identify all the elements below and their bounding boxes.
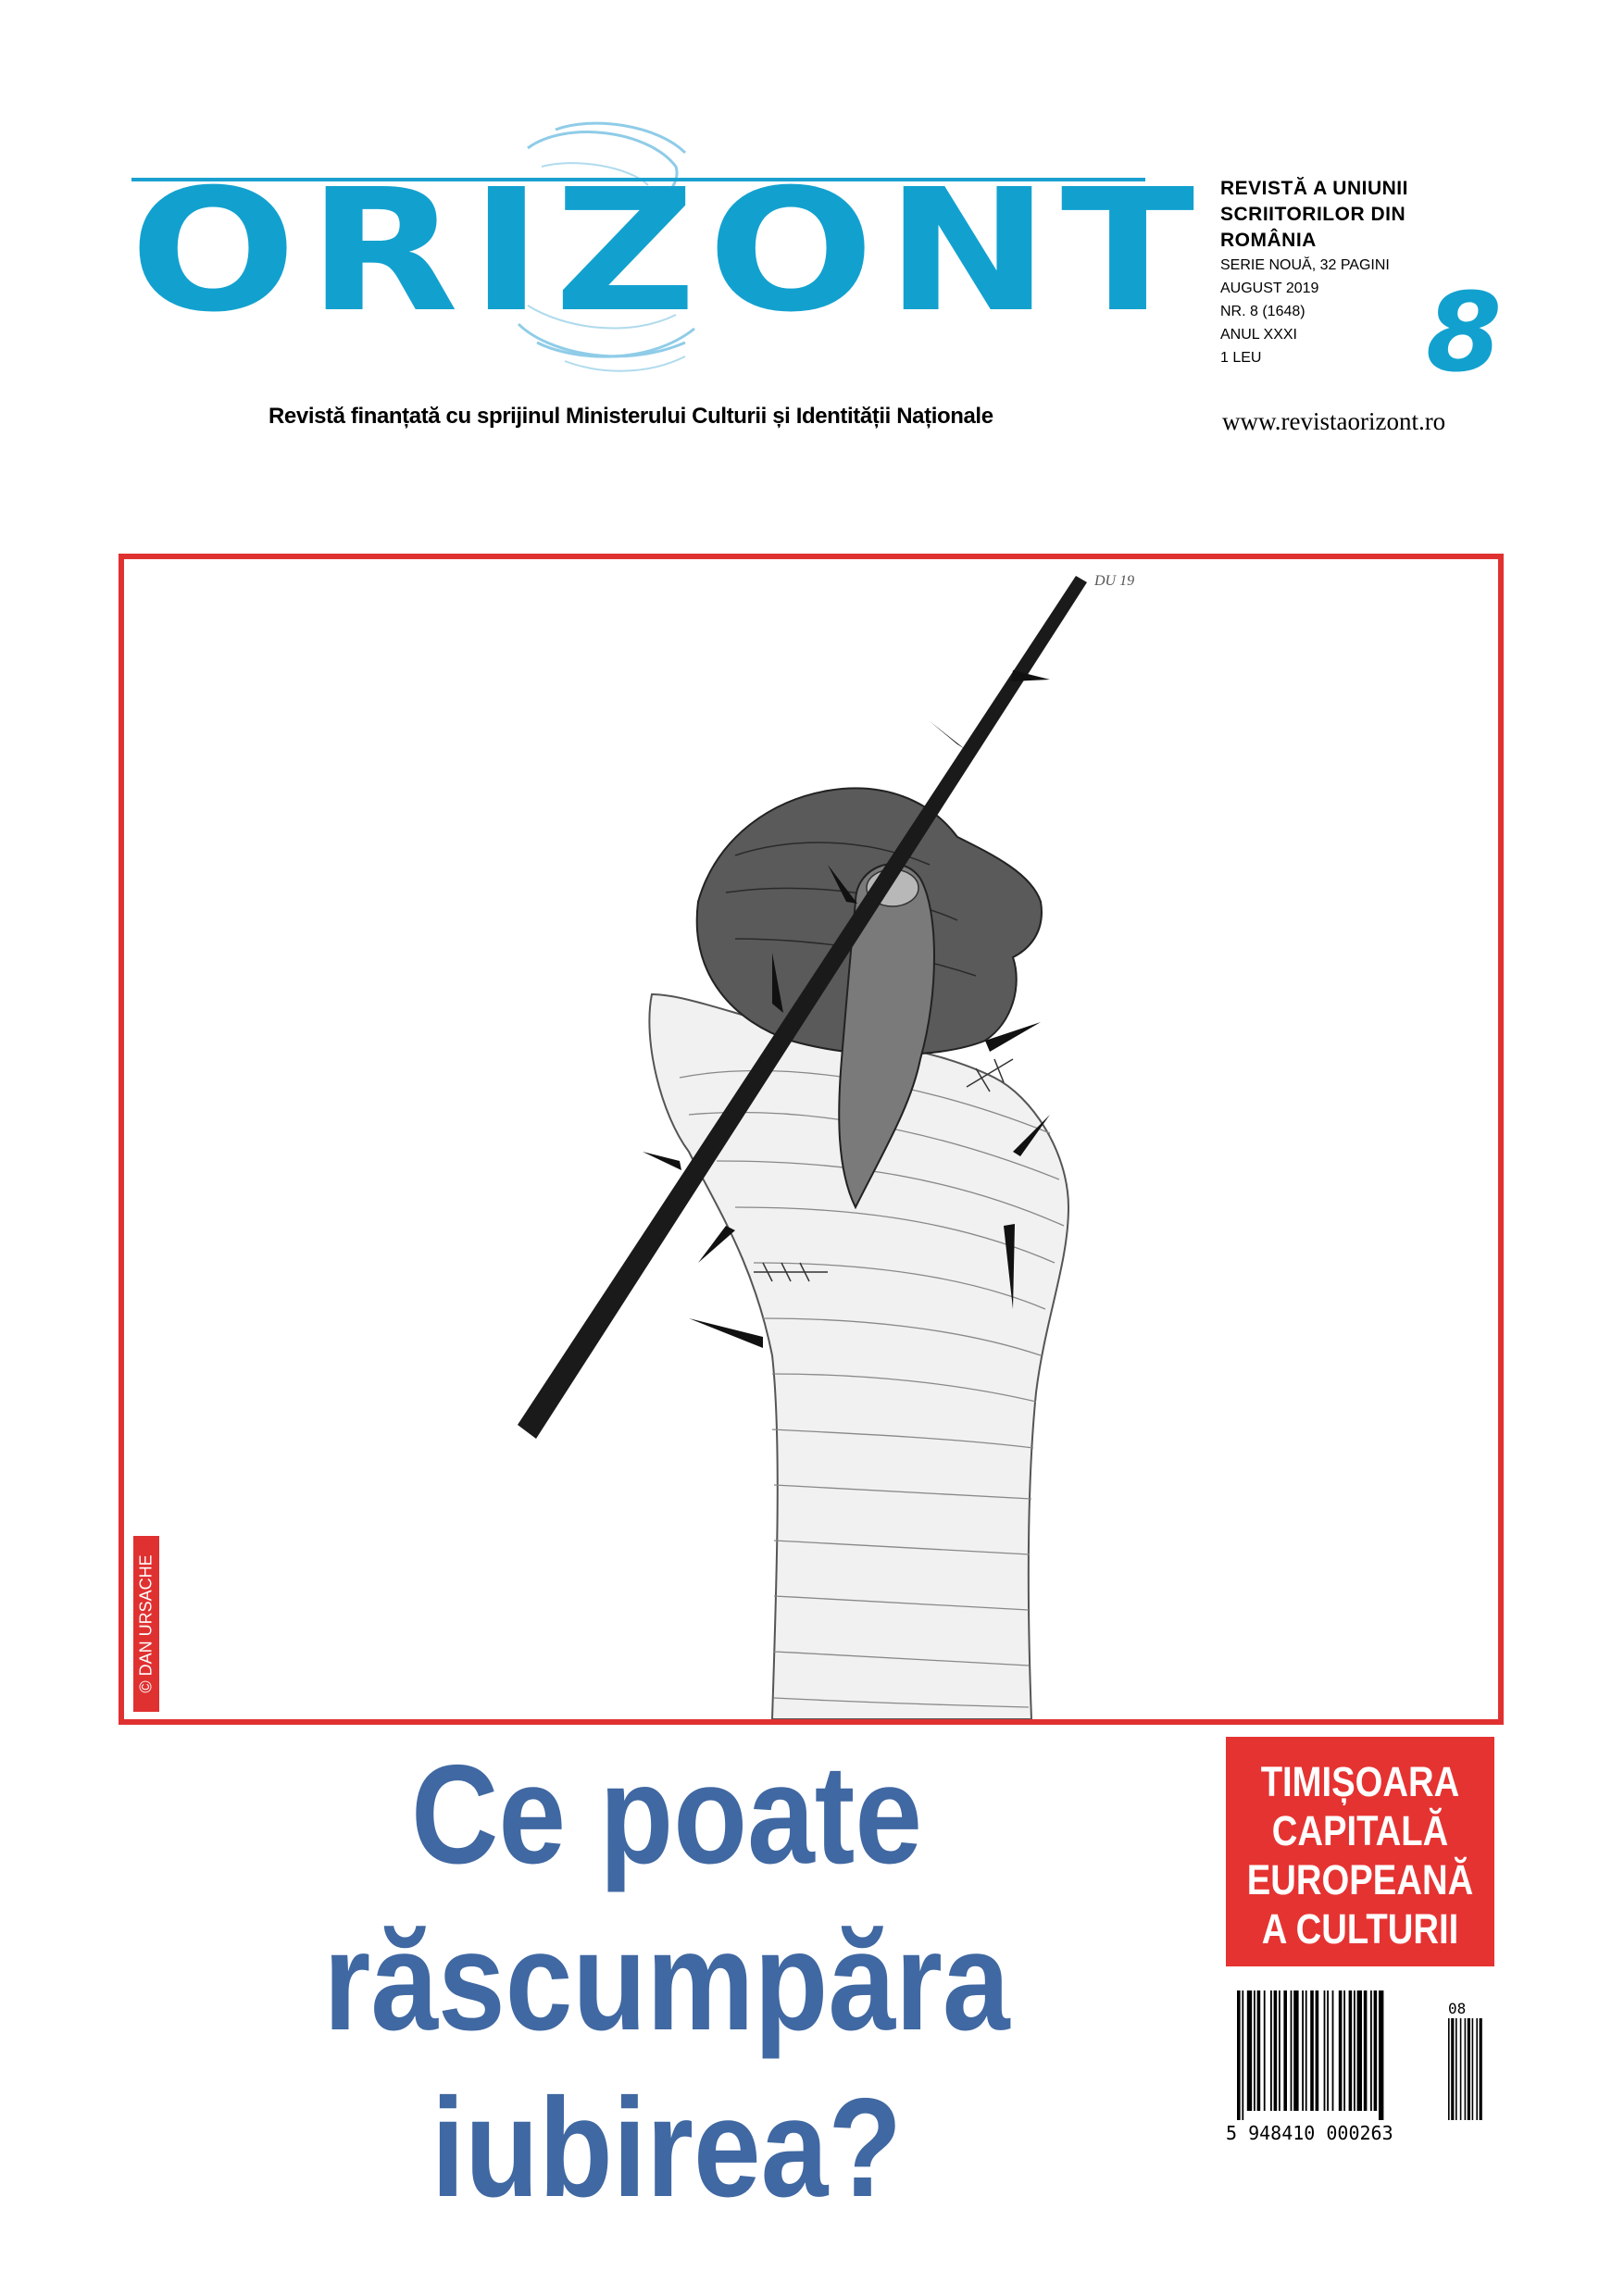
barcode-bar <box>1293 1990 1298 2111</box>
artist-signature: DU 19 <box>1094 573 1135 589</box>
photo-credit-text: © DAN URSACHE <box>136 1554 156 1693</box>
logo-wordmark: ORIZONT <box>130 152 1206 349</box>
hand-with-thorn-pen-illustration <box>124 559 1498 1719</box>
barcode-addon-bar <box>1468 2018 1470 2120</box>
barcode-bar <box>1242 1990 1243 2120</box>
badge-line-4: A CULTURII <box>1261 1905 1459 1953</box>
barcode-bar <box>1237 1990 1241 2120</box>
barcode-bar <box>1254 1990 1255 2111</box>
barcode-bar <box>1349 1990 1353 2111</box>
badge-line-3: EUROPEANĂ <box>1246 1856 1474 1903</box>
series-text: SERIE NOUĂ, 32 PAGINI <box>1220 257 1390 273</box>
barcode-bar <box>1324 1990 1326 2111</box>
funding-note: Revistă finanțată cu sprijinul Ministerului Culturii și Identității Naționale <box>269 404 993 429</box>
barcode-addon-bar <box>1451 2018 1454 2120</box>
year-text: ANUL XXXI <box>1220 327 1297 343</box>
barcode-bar <box>1379 1990 1383 2120</box>
barcode-bar <box>1370 1990 1372 2111</box>
barcode-bar <box>1279 1990 1280 2111</box>
price-text: 1 LEU <box>1220 350 1262 366</box>
masthead <box>130 111 1206 389</box>
barcode-bar <box>1270 1990 1272 2111</box>
barcode-bar <box>1316 1990 1319 2111</box>
barcode-bar <box>1283 1990 1287 2111</box>
barcode-bar <box>1332 1990 1334 2111</box>
barcode-bar <box>1274 1990 1278 2111</box>
publisher-line-1: REVISTĂ A UNIUNII <box>1220 178 1408 199</box>
cover-headline <box>194 1731 1139 2227</box>
barcode-digits: 5 948410 000263 <box>1226 2122 1393 2144</box>
barcode-bar <box>1354 1990 1355 2111</box>
barcode-addon-bar <box>1465 2018 1467 2120</box>
barcode-addon-bar <box>1448 2018 1450 2120</box>
barcode-addon: 08 <box>1448 2000 1467 2017</box>
barcode-bar <box>1357 1990 1362 2111</box>
badge-line-1: TIMIȘOARA <box>1260 1758 1460 1805</box>
date-text: AUGUST 2019 <box>1220 281 1319 296</box>
barcode-bar <box>1247 1990 1252 2111</box>
barcode-addon-bar <box>1460 2018 1462 2120</box>
barcode-bar <box>1343 1990 1345 2111</box>
barcode-bar <box>1364 1990 1368 2111</box>
barcode-bar <box>1310 1990 1314 2111</box>
barcode-addon-bar <box>1455 2018 1457 2120</box>
barcode-bar <box>1339 1990 1343 2111</box>
website-link[interactable]: www.revistaorizont.ro <box>1222 407 1446 435</box>
headline-line-3: iubirea? <box>431 2069 903 2227</box>
barcode-bar <box>1327 1990 1329 2111</box>
issue-number: 8 <box>1426 268 1503 396</box>
barcode-bar <box>1257 1990 1261 2111</box>
publisher-line-2: SCRIITORILOR DIN <box>1220 204 1406 225</box>
badge-line-2: CAPITALĂ <box>1271 1807 1449 1854</box>
number-text: NR. 8 (1648) <box>1220 304 1305 319</box>
cover-image-frame <box>119 554 1504 1725</box>
headline-line-1: Ce poate <box>410 1736 923 1893</box>
barcode-bar <box>1264 1990 1266 2111</box>
barcode-addon-bar <box>1476 2018 1478 2120</box>
headline-line-2: răscumpăra <box>323 1903 1010 2060</box>
publisher-line-3: ROMÂNIA <box>1220 230 1317 251</box>
capital-of-culture-badge <box>1226 1737 1494 1966</box>
barcode-bar <box>1291 1990 1293 2111</box>
barcode <box>1226 1990 1494 2148</box>
barcode-bar <box>1302 1990 1304 2111</box>
barcode-bar <box>1374 1990 1378 2111</box>
photo-credit <box>133 1536 159 1712</box>
barcode-addon-bar <box>1472 2018 1474 2120</box>
barcode-addon-bar <box>1480 2018 1482 2120</box>
barcode-bar <box>1305 1990 1307 2111</box>
